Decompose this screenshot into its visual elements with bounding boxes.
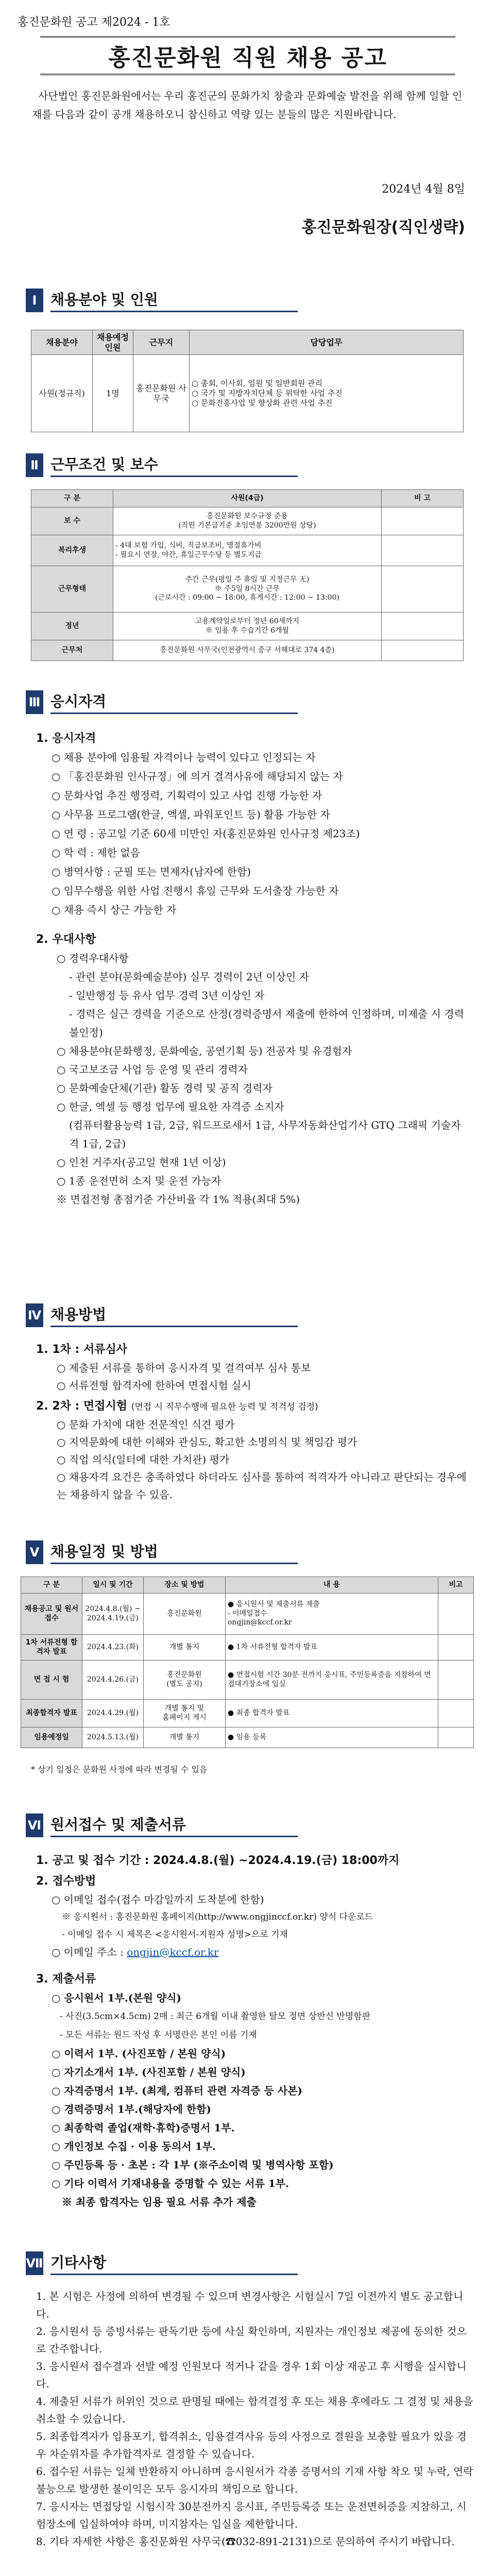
col-header: 채용분야 xyxy=(31,330,93,355)
list-item: ○ 경력증명서 1부.(해당자에 한함) xyxy=(52,2103,211,2115)
list-item xyxy=(52,1943,474,1961)
row-header: 임용예정일 xyxy=(21,1727,82,1748)
schedule-note: * 상기 일정은 문화원 사정에 따라 변경될 수 있음 xyxy=(31,1765,208,1774)
section-heading xyxy=(26,453,304,477)
list-item: ○ 문화예술단체(기관) 활동 경력 및 공직 경력자 xyxy=(57,1082,272,1094)
method-list-2 xyxy=(57,1416,469,1503)
section-title: 채용일정 및 방법 xyxy=(50,1541,298,1564)
table-cell: 홍진문화원 사무국(인천광역시 중구 서해대로 374 4층) xyxy=(113,640,382,661)
list-item: 5. 최종합격자가 임용포기, 합격취소, 임용결격사유 등의 사정으로 결원을 보충할 필요가 있을 경우 차순위자를 추가합격자로 결정할 수 있습니다. xyxy=(36,2430,467,2460)
list-item: ○ 경력우대사항 xyxy=(57,952,129,964)
row-header: 근무처 xyxy=(31,640,113,661)
table-cell: 2024.4.26.(금) xyxy=(82,1660,144,1700)
list-item: ○ 한글, 엑셀 등 행정 업무에 필요한 자격증 소지자 xyxy=(57,1100,284,1113)
row-header: 보 수 xyxy=(31,507,113,535)
section-title: 채용분야 및 인원 xyxy=(50,289,298,312)
section-title: 기타사항 xyxy=(50,2252,298,2275)
table-cell: 홍진문화원 사무국 xyxy=(133,355,190,432)
table-cell xyxy=(382,535,464,566)
table-cell xyxy=(438,1635,474,1660)
table-cell: 고용계약일로부터 정년 60세까지 ※ 임용 후 수습기간 6개월 xyxy=(113,613,382,640)
announce-date: 2024년 4월 8일 xyxy=(382,183,465,196)
list-item: - 경력은 실근 경력을 기준으로 산정(경력증명서 제출에 한하여 인정하며, 미제출 시 경력 불인정) xyxy=(69,1008,465,1039)
pref-list xyxy=(57,949,469,1209)
section-heading xyxy=(26,1540,304,1564)
list-item: 1. 본 시험은 사정에 의하여 변경될 수 있으며 변경사항은 시험실시 7일 이전까지 별도 공고합니다. xyxy=(36,2290,464,2320)
table-cell xyxy=(382,613,464,640)
section-number: Ⅱ xyxy=(26,453,43,477)
list-item: ○ 응시원서 1부.(본원 양식) xyxy=(52,1992,182,2004)
row-header: 최종합격자 발표 xyxy=(21,1700,82,1727)
method-heading-2-note: (면접 시 직무수행에 필요한 능력 및 적격성 검정) xyxy=(131,1402,318,1412)
col-header: 장소 및 방법 xyxy=(144,1577,226,1594)
list-item: ○ 이메일 접수(접수 마감일까지 도착분에 한함) xyxy=(52,1893,264,1906)
method-heading-2 xyxy=(36,1397,318,1413)
table-cell: 주간 근무(평일 주 휴일 및 지정근무 无) ※ 주5일 8시간 근무 (근로시간 : 09:00 ~ 18:00, 휴게시간 : 12:00 ~ 13:00) xyxy=(113,566,382,613)
table-cell: 홍진문화원 보수규정 준용 (직원 기본급기준 초임연봉 3200만원 상당) xyxy=(113,507,382,535)
section-heading xyxy=(26,1303,304,1327)
agency-name: 홍진문화원장(직인생략) xyxy=(301,218,465,236)
conditions-table xyxy=(31,489,464,661)
list-item: ○ 이력서 1부. (사진포함 / 본원 양식) xyxy=(52,2047,226,2060)
section-number: Ⅰ xyxy=(26,289,43,312)
col-header: 담당업무 xyxy=(190,330,464,355)
col-header: 구 분 xyxy=(21,1577,82,1594)
list-item: ○ 학 력 : 제한 없음 xyxy=(52,846,140,859)
list-item: - 이메일 접수 시 제목은 <응시원서-지원자 성명>으로 기재 xyxy=(62,1929,288,1940)
list-item: 8. 기타 자세한 사항은 홍진문화원 사무국(☎032-891-2131)으로 문의하여 주시기 바랍니다. xyxy=(36,2535,455,2548)
table-cell: 홍진문화원 xyxy=(144,1594,226,1635)
list-item: ○ 개인정보 수집 · 이용 동의서 1부. xyxy=(52,2140,216,2153)
row-header: 복리후생 xyxy=(31,535,113,566)
email-link[interactable]: ongjin@kccf.or.kr xyxy=(127,1946,219,1958)
table-cell: ● 임용 등록 xyxy=(226,1727,438,1748)
list-item: ○ 문화 가치에 대한 전문적인 식견 평가 xyxy=(57,1418,235,1431)
list-item: - 모든 서류는 원드 작성 후 서명란은 본인 이름 기재 xyxy=(60,2030,257,2040)
section-number: Ⅵ xyxy=(26,1814,43,1837)
section-title: 채용방법 xyxy=(50,1304,298,1327)
row-header: 정년 xyxy=(31,613,113,640)
list-item: ○ 사무용 프로그램(한글, 엑셀, 파워포인트 등) 활용 가능한 자 xyxy=(52,808,330,821)
list-item: ○ 주민등록 등 · 초본 : 각 1부 (※주소이력 및 병역사항 포함) xyxy=(52,2159,334,2171)
table-cell xyxy=(382,566,464,613)
section-title: 응시자격 xyxy=(50,691,298,714)
col-header: 구 분 xyxy=(31,490,113,507)
section-heading xyxy=(26,690,304,714)
section-heading xyxy=(26,2251,304,2275)
list-item: ○ 기타 이력서 기재내용을 증명할 수 있는 서류 1부. xyxy=(52,2177,289,2190)
table-cell: ○ 총회, 이사회, 임원 및 일반회원 관리 ○ 국가 및 지방자치단체 등 위탁한 사업 추진 ○ 문화진흥사업 및 향상화 관련 사업 추진 xyxy=(190,355,464,432)
table-cell: 2024.5.13.(월) xyxy=(82,1727,144,1748)
table-cell: ● 최종 합격자 발표 xyxy=(226,1700,438,1727)
list-item: ○ 채용 즉시 상근 가능한 자 xyxy=(52,904,177,916)
list-item: ○ 자격증명서 1부. (최계, 컴퓨터 관련 자격증 등 사본) xyxy=(52,2084,303,2097)
list-item: ○ 자기소개서 1부. (사진포함 / 본원 양식) xyxy=(52,2066,246,2078)
section-number: Ⅲ xyxy=(26,690,43,714)
apply-method-list xyxy=(52,1891,474,1961)
list-item: ○ 임무수행을 위한 사업 진행시 휴일 근무와 도서출장 가능한 자 xyxy=(52,885,339,897)
intro-text: 사단법인 홍진문화원에서는 우리 홍진군의 문화가치 창출과 문화예술 발전을 위해 함께 일할 인재를 다음과 같이 공개 채용하오니 참신하고 역량 있는 분들의 많은 지원바랍니다. xyxy=(32,90,463,121)
table-cell xyxy=(382,640,464,661)
list-item: ○ 서류전형 합격자에 한하여 면접시험 실시 xyxy=(57,1379,251,1392)
list-item: ○ 문화사업 추진 행정력, 기획력이 있고 사업 진행 가능한 자 xyxy=(52,789,322,802)
list-item: ※ 면접전형 총점기준 가산비율 각 1% 적용(최대 5%) xyxy=(57,1193,300,1206)
col-header: 사원(4급) xyxy=(113,490,382,507)
section-number: Ⅳ xyxy=(26,1303,43,1327)
table-cell: ● 응시원서 및 제출서류 제출 - 이메일접수 ongjin@kccf.or.kr xyxy=(226,1594,438,1635)
table-cell: 사원(정규직) xyxy=(31,355,93,432)
list-item: - 사진(3.5cm×4.5cm) 2매 : 최근 6개월 이내 촬영한 탈모 정면 상반신 반명함판 xyxy=(60,2011,371,2022)
list-item: 3. 응시원서 접수결과 선발 예정 인원보다 적거나 같을 경우 1회 이상 재공고 후 시행을 실시합니다. xyxy=(36,2360,467,2390)
list-item: ※ 응시원서 : 홍진문화원 홈페이지(http://www.ongjinccf.or.kr) 양식 다운로드 xyxy=(62,1912,373,1922)
list-item: ○ 채용 분야에 임용될 자격이나 능력이 있다고 인정되는 자 xyxy=(52,751,316,764)
section-title: 근무조건 및 보수 xyxy=(50,454,298,477)
page-title: 홍진문화원 직원 채용 공고 xyxy=(40,36,455,75)
list-item: ○ 1종 운전면허 소지 및 운전 가능자 xyxy=(57,1175,221,1187)
qual-heading: 1. 응시자격 xyxy=(36,732,96,745)
qual-list xyxy=(52,748,474,920)
table-cell: 홍진문화원 (별도 공지) xyxy=(144,1660,226,1700)
table-cell: 2024.4.29.(월) xyxy=(82,1700,144,1727)
section-heading xyxy=(26,1814,304,1837)
schedule-table xyxy=(21,1577,474,1748)
table-cell xyxy=(438,1660,474,1700)
docs-list xyxy=(52,1989,474,2211)
email-label: ○ 이메일 주소 : xyxy=(52,1946,127,1958)
row-header: 근무형태 xyxy=(31,566,113,613)
section-heading xyxy=(26,289,304,312)
method-heading-1: 1. 1차 : 서류심사 xyxy=(36,1343,128,1356)
row-header: 채용공고 및 원서접수 xyxy=(21,1594,82,1635)
list-item: 4. 제출된 서류가 허위인 것으로 판명될 때에는 합격결정 후 또는 채용 후에라도 그 결정 및 채용을 취소할 수 있습니다. xyxy=(36,2395,473,2425)
col-header: 비고 xyxy=(438,1577,474,1594)
table-cell: 개별 통지 xyxy=(144,1635,226,1660)
table-cell: ● 1차 서류전형 합격자 발표 xyxy=(226,1635,438,1660)
method-of-apply-heading: 2. 접수방법 xyxy=(36,1875,96,1888)
list-item: 6. 접수된 서류는 일체 반환하지 아니하며 응시원서가 각종 증명서의 기재 사항 착오 및 누락, 연락 불능으로 발생한 불이익은 모두 응시자의 책임으로 합니다. xyxy=(36,2465,473,2495)
row-header: 1차 서류전형 합격자 발표 xyxy=(21,1635,82,1660)
table-cell xyxy=(382,507,464,535)
list-item: 2. 응시원서 등 증빙서류는 판독기판 등에 사실 확인하며, 지원자는 개인정보 제공에 동의한 것으로 간주합니다. xyxy=(36,2325,467,2355)
table-cell xyxy=(438,1700,474,1727)
list-item: ○ 최종학력 졸업(재학·휴학)증명서 1부. xyxy=(52,2122,235,2134)
list-item: ○ 직업 의식(일터에 대한 가치관) 평가 xyxy=(57,1453,230,1466)
list-item: (컴퓨터활용능력 1급, 2급, 워드프로세서 1급, 사무자동화산업기사 GTQ 그래픽 기술자격 1급, 2급) xyxy=(69,1119,461,1150)
table-cell xyxy=(438,1594,474,1635)
table-cell: 2024.4.8.(월) ~ 2024.4.19.(금) xyxy=(82,1594,144,1635)
list-item: ○ 인천 거주자(공고일 현재 1년 이상) xyxy=(57,1156,226,1168)
row-header: 면 접 시 험 xyxy=(21,1660,82,1700)
col-header: 일시 및 기간 xyxy=(82,1577,144,1594)
list-item: ○ 체용분야(문화행정, 문화예술, 공연기획 등) 전공자 및 유경험자 xyxy=(57,1045,352,1057)
table-cell: 2024.4.23.(화) xyxy=(82,1635,144,1660)
list-item: ○ 지역문화에 대한 이해와 관심도, 확고한 소명의식 및 책임감 평가 xyxy=(57,1436,357,1448)
list-item: 7. 응시자는 면접당일 시험시작 30분전까지 응시표, 주민등록증 또는 운전면허증을 지참하고, 시험장소에 입실하여야 하며, 미지참자는 입실을 제한합니다. xyxy=(36,2500,467,2530)
doc-number: 홍진문화원 공고 제2024 - 1호 xyxy=(18,16,170,29)
misc-list xyxy=(36,2287,474,2550)
pref-heading: 2. 우대사항 xyxy=(36,933,96,946)
col-header: 근무지 xyxy=(133,330,190,355)
col-header: 채용예정 인원 xyxy=(93,330,133,355)
list-item: ○ 병역사항 : 군필 또는 면제자(남자에 한함) xyxy=(52,866,251,878)
table-cell: 개별 통지 및 홈페이지 게시 xyxy=(144,1700,226,1727)
list-item: ○ 「홍진문화원 인사규정」에 의거 결격사유에 해당되지 않는 자 xyxy=(52,770,343,783)
section-number: Ⅶ xyxy=(26,2251,43,2275)
table-cell: ● 면접시험 시간 30분 전까지 응시표, 주민등록증을 지참하여 면접대기장소에 입실 xyxy=(226,1660,438,1700)
list-item: ○ 제출된 서류를 통하여 응시자격 및 결격여부 심사 통보 xyxy=(57,1362,311,1374)
list-item: - 관련 분야(문화예술분야) 실무 경력이 2년 이상인 자 xyxy=(69,971,309,983)
table-cell: - 4대 보험 가입, 식비, 직급보조비, 명절휴가비 - 필요시 연장, 야간, 휴일근무수당 등 별도지급 xyxy=(113,535,382,566)
recruit-table xyxy=(31,330,464,432)
col-header: 내 용 xyxy=(226,1577,438,1594)
list-item: ○ 국고보조금 사업 등 운영 및 관리 경력자 xyxy=(57,1063,248,1076)
list-item: ※ 최종 합격자는 임용 필요 서류 추가 제출 xyxy=(62,2196,256,2208)
section-number: Ⅴ xyxy=(26,1540,43,1564)
section-title: 원서접수 및 제출서류 xyxy=(50,1814,298,1837)
list-item: ○ 연 령 : 공고일 기준 60세 미만인 자(홍진문화원 인사규정 제23조) xyxy=(52,827,360,840)
docs-heading: 3. 제출서류 xyxy=(36,1973,96,1986)
table-cell xyxy=(438,1727,474,1748)
table-cell: 개별 통지 xyxy=(144,1727,226,1748)
col-header: 비 고 xyxy=(382,490,464,507)
list-item: ○ 채용자격 요건은 충족하였다 하더라도 심사를 통하여 적격자가 아니라고 판단되는 경우에는 채용하지 않을 수 있음. xyxy=(57,1471,467,1501)
method-heading-2-label: 2. 2차 : 면접시험 xyxy=(36,1400,128,1413)
table-cell: 1명 xyxy=(93,355,133,432)
list-item: - 일반행정 등 유사 업무 경력 3년 이상인 자 xyxy=(69,989,265,1002)
method-list-1 xyxy=(57,1359,469,1394)
period-heading: 1. 공고 및 접수 기간 : 2024.4.8.(월) ~2024.4.19.(금) 18:00까지 xyxy=(36,1854,400,1867)
